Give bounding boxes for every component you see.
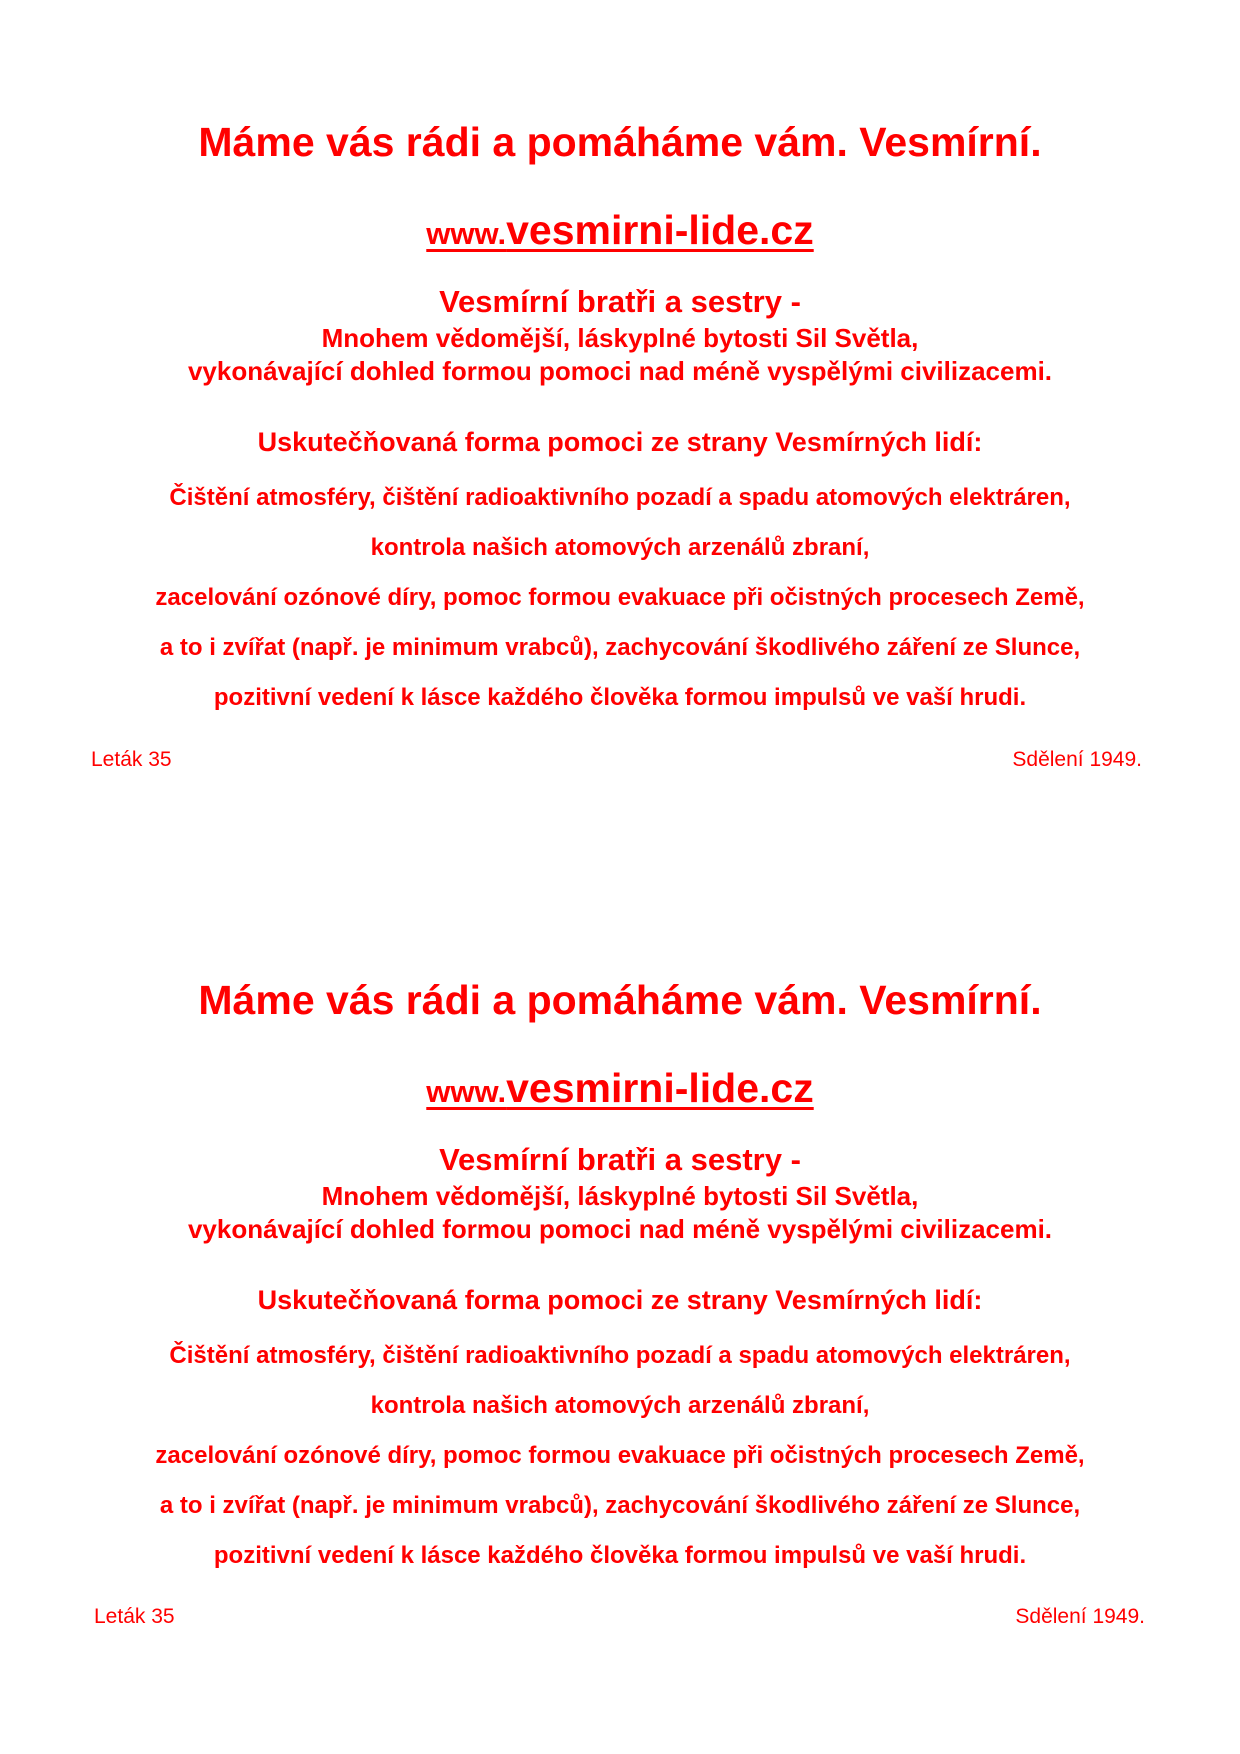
website-link[interactable] [426,207,813,253]
url-domain: vesmirni-lide.cz [506,1065,814,1111]
leaflet-headline: Máme vás rádi a pomáháme vám. Vesmírní. [198,119,1042,165]
leaflet-number: Leták 35 [91,748,172,771]
description-line: vykonávající dohled formou pomoci nad méně vyspělými civilizacemi. [187,356,1053,386]
website-url [0,207,1240,253]
website-url [0,1065,1240,1111]
leaflet-top [0,0,1240,800]
help-item: kontrola našich atomových arzenálů zbraní, [370,534,870,561]
url-prefix: www. [426,216,507,251]
help-item: Čištění atmosféry, čištění radioaktivního pozadí a spadu atomových elektráren, [169,484,1071,511]
help-item: zacelování ozónové díry, pomoc formou evakuace při očistných procesech Země, [155,584,1085,611]
leaflet-number: Leták 35 [94,1605,175,1628]
help-item: a to i zvířat (např. je minimum vrabců), zachycování škodlivého záření ze Slunce, [159,634,1081,661]
help-item: a to i zvířat (např. je minimum vrabců), zachycování škodlivého záření ze Slunce, [159,1492,1081,1519]
help-item: pozitivní vedení k lásce každého člověka formou impulsů ve vaší hrudi. [213,1542,1027,1569]
url-prefix: www. [426,1074,507,1109]
help-item: zacelování ozónové díry, pomoc formou evakuace při očistných procesech Země, [155,1442,1085,1469]
website-link[interactable] [426,1065,813,1111]
help-forms-title: Uskutečňovaná forma pomoci ze strany Vesmírných lidí: [257,427,983,457]
description-line: Mnohem vědomější, láskyplné bytosti Sil Světla, [321,323,919,353]
leaflet-subtitle: Vesmírní bratři a sestry - [439,1142,801,1177]
help-item: kontrola našich atomových arzenálů zbraní, [370,1392,870,1419]
description-line: Mnohem vědomější, láskyplné bytosti Sil Světla, [321,1181,919,1211]
leaflet-subtitle: Vesmírní bratři a sestry - [439,284,801,319]
message-number: Sdělení 1949. [1012,748,1142,771]
help-forms-title: Uskutečňovaná forma pomoci ze strany Vesmírných lidí: [257,1285,983,1315]
url-domain: vesmirni-lide.cz [506,207,814,253]
description-line: vykonávající dohled formou pomoci nad méně vyspělými civilizacemi. [187,1214,1053,1244]
leaflet-bottom [0,860,1240,1660]
leaflet-headline: Máme vás rádi a pomáháme vám. Vesmírní. [198,977,1042,1023]
message-number: Sdělení 1949. [1015,1605,1145,1628]
help-item: pozitivní vedení k lásce každého člověka formou impulsů ve vaší hrudi. [213,684,1027,711]
help-item: Čištění atmosféry, čištění radioaktivního pozadí a spadu atomových elektráren, [169,1342,1071,1369]
